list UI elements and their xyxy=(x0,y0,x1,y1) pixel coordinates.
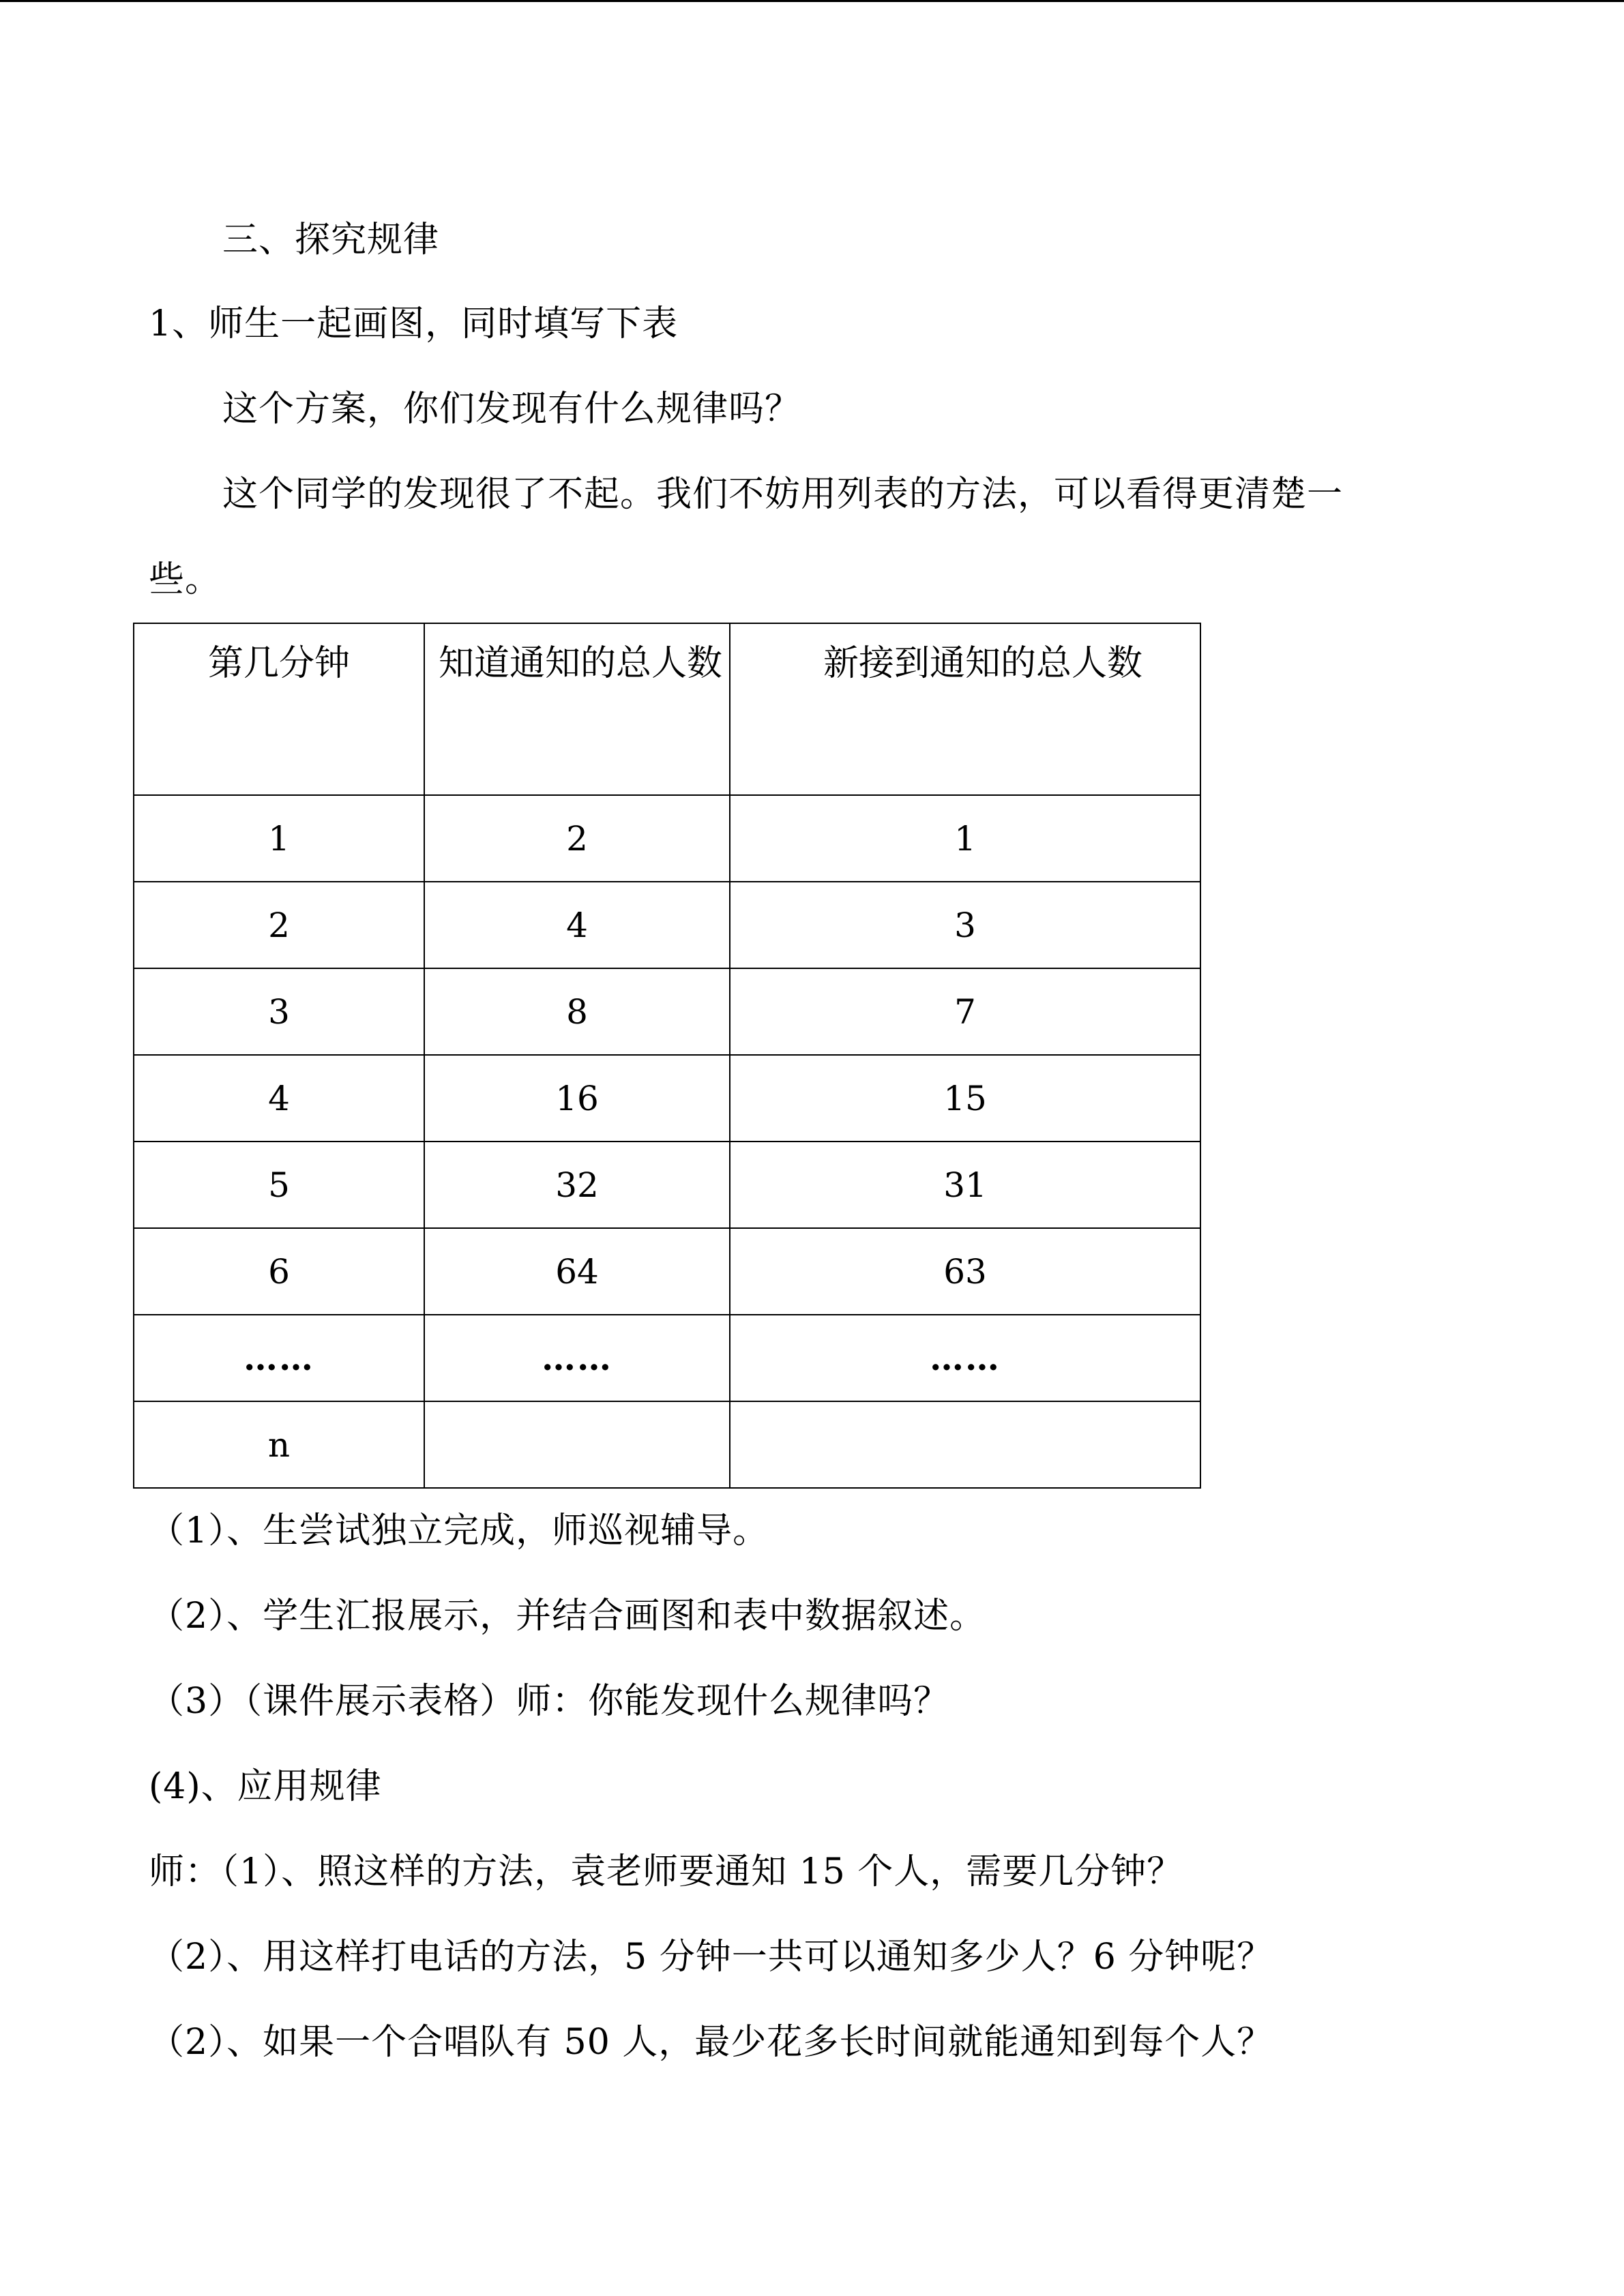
activity-line-2: （2）、学生汇报展示，并结合画图和表中数据叙述。 xyxy=(149,1596,986,1637)
table-cell: …… xyxy=(424,1315,730,1401)
table-cell: 4 xyxy=(424,882,730,968)
table-row-ellipsis xyxy=(134,1315,1200,1401)
table-cell: 32 xyxy=(424,1142,730,1228)
remark-paragraph-line2: 些。 xyxy=(149,559,222,600)
table-cell: 3 xyxy=(730,882,1200,968)
table-cell: 5 xyxy=(134,1142,424,1228)
notification-table xyxy=(133,623,1201,1489)
page-top-border xyxy=(0,0,1624,2)
table-cell: n xyxy=(134,1401,424,1488)
activity-line-3: （3）（课件展示表格）师：你能发现什么规律吗？ xyxy=(149,1681,950,1722)
table-cell: 1 xyxy=(730,795,1200,882)
remark-paragraph-line1: 这个同学的发现很了不起。我们不妨用列表的方法，可以看得更清楚一 xyxy=(222,474,1344,515)
question-paragraph: 这个方案，你们发现有什么规律吗？ xyxy=(222,389,801,430)
activity-line-5: 师：（1）、照这样的方法，袁老师要通知 15 个人，需要几分钟？ xyxy=(149,1851,1183,1892)
table-row xyxy=(134,882,1200,968)
table-row xyxy=(134,968,1200,1055)
table-row xyxy=(134,1142,1200,1228)
table-row xyxy=(134,1228,1200,1315)
table-row-n xyxy=(134,1401,1200,1488)
activity-line-1: （1）、生尝试独立完成，师巡视辅导。 xyxy=(149,1510,769,1551)
table-row xyxy=(134,1055,1200,1142)
table-cell: 8 xyxy=(424,968,730,1055)
header-total-known: 知道通知的总人数 xyxy=(424,623,730,795)
table-header-row xyxy=(134,623,1200,795)
table-cell: …… xyxy=(134,1315,424,1401)
table-cell xyxy=(424,1401,730,1488)
table-cell: 3 xyxy=(134,968,424,1055)
table-row xyxy=(134,795,1200,882)
activity-line-4: (4)、应用规律 xyxy=(149,1766,382,1807)
table-cell: 4 xyxy=(134,1055,424,1142)
table-cell: 31 xyxy=(730,1142,1200,1228)
step-title: 1、师生一起画图，同时填写下表 xyxy=(149,303,679,344)
header-minute: 第几分钟 xyxy=(134,623,424,795)
table-cell: 2 xyxy=(424,795,730,882)
table-cell: 63 xyxy=(730,1228,1200,1315)
table-cell: 16 xyxy=(424,1055,730,1142)
section-heading: 三、探究规律 xyxy=(222,220,440,260)
table-cell: 15 xyxy=(730,1055,1200,1142)
activity-line-7: （2）、如果一个合唱队有 50 人，最少花多长时间就能通知到每个人？ xyxy=(149,2022,1273,2063)
table-cell xyxy=(730,1401,1200,1488)
table-cell: …… xyxy=(730,1315,1200,1401)
table-cell: 2 xyxy=(134,882,424,968)
table-cell: 7 xyxy=(730,968,1200,1055)
table-cell: 64 xyxy=(424,1228,730,1315)
table-cell: 6 xyxy=(134,1228,424,1315)
header-new-received: 新接到通知的总人数 xyxy=(730,623,1200,795)
activity-line-6: （2）、用这样打电话的方法，5 分钟一共可以通知多少人？6 分钟呢？ xyxy=(149,1937,1273,1978)
table-cell: 1 xyxy=(134,795,424,882)
